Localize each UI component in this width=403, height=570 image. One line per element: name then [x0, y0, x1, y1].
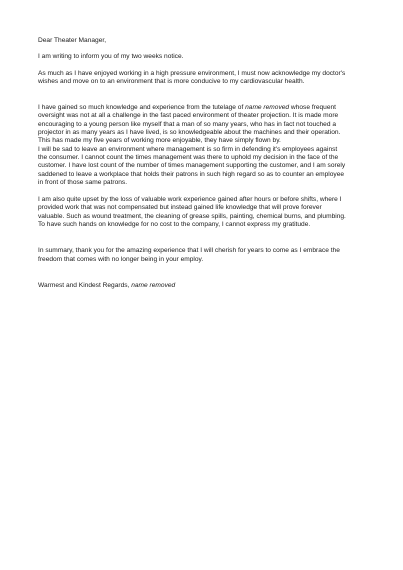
tutelage-text-start: I have gained so much knowledge and experience from the tutelage of	[38, 104, 246, 112]
closing	[38, 282, 347, 290]
spacer	[38, 45, 347, 53]
spacer	[38, 62, 347, 70]
management-paragraph: I will be sad to leave an environment where management is so firm in defending it's employees against the consumer. I cannot count the times management was there to uphold my decision in the face of the customer. I have lost count of the number of times management supporting the customer, and I am sorely saddened to leave a workplace that holds their patrons in such high regard so as to counter an employee in front of those same patrons.	[38, 145, 346, 186]
spacer	[38, 187, 347, 196]
notice-paragraph: I am writing to inform you of my two weeks notice.	[38, 53, 184, 61]
spacer	[38, 264, 347, 282]
tutelage-paragraph	[38, 104, 347, 145]
redacted-name: name removed	[245, 104, 290, 112]
experience-paragraph: I am also quite upset by the loss of valuable work experience gained after hours or before shifts, where I provided work that was not compensated but instead gained life knowledge that will prove forever valuable. Such as wound treatment, the cleaning of grease spills, painting, chemical burns, and plumbing. To have such hands on knowledge for no cost to the company, I cannot express my gratitude.	[38, 196, 346, 229]
closing-text: Warmest and Kindest Regards,	[38, 281, 132, 289]
summary-paragraph: In summary, thank you for the amazing experience that I will cherish for years to come as I embrace the freedom that comes with no longer being in your employ.	[38, 247, 340, 263]
spacer	[38, 229, 347, 247]
signature-name: name removed	[131, 281, 176, 289]
health-paragraph: As much as I have enjoyed working in a high pressure environment, I must now acknowledge my doctor's wishes and move on to an environment that is more conducive to my cardiovascular health.	[38, 69, 346, 85]
spacer	[38, 86, 347, 104]
tutelage-text-end: whose frequent oversight was not at all a challenge in the fast paced environment of theater projection. It is made more encouraging to a young person like myself that a man of so many years, who has in fact not touched a projector in as many years as I have lived, is so knowledgeable about the machines and their operation. This has made my five years of working more enjoyable, they have simply flown by.	[38, 104, 341, 145]
salutation: Dear Theater Manager,	[38, 37, 107, 44]
